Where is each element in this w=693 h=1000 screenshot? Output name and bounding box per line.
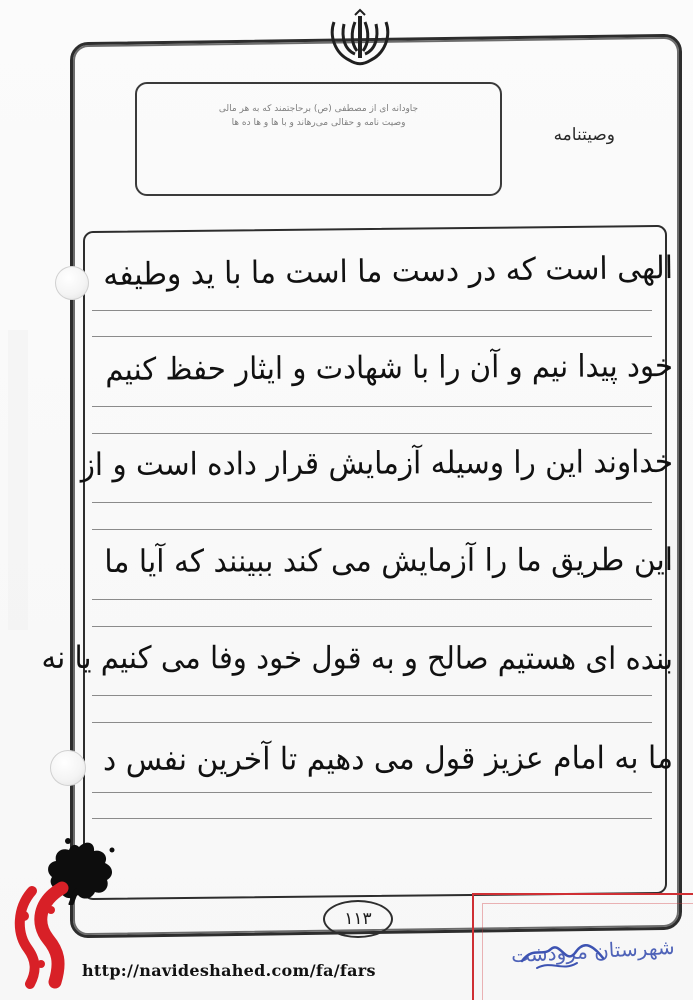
document-title: وصیتنامه [553,125,615,145]
header-fine-line-1: جاودانه ای از مصطفی (ص) برحاجتمند که به هر مالی [218,104,419,114]
letter-line-6: ما به امام عزیز قول می دهیم تا آخرین نفس د [102,740,674,778]
rule-line [92,792,652,793]
form-header-box [135,82,502,196]
rule-line [92,529,652,530]
letter-line-5: بنده ای هستیم صالح و به قول خود وفا می کنیم یا نه [41,639,674,677]
punch-hole-top [55,266,89,300]
rule-line [92,336,652,337]
rule-line [92,626,652,627]
rule-line [92,502,652,503]
page-number-text: ۱۱۳ [344,909,372,929]
rule-line [92,310,652,311]
source-url-link[interactable]: http://navideshahed.com/fa/fars [82,961,376,980]
letter-line-1: الهی است که در دست ما است ما با ید وطیفه [103,250,674,293]
official-stamp [472,893,693,1000]
scan-smudge-left [8,330,28,630]
rule-line [92,818,652,819]
header-fine-line-2: وصیت نامه و حقالی می‌رهاند و با ها و ها ده ها [231,118,406,128]
stamp-text: شهرستان مرودشت [510,934,676,968]
rule-line [92,406,652,407]
page-number-badge [323,900,393,938]
rule-line [92,695,652,696]
rule-line [92,599,652,600]
rule-line [92,433,652,434]
iran-emblem-icon [327,8,393,68]
header-fine-print [157,102,480,130]
punch-hole-bottom [50,750,86,786]
navideshahed-logo-icon [4,880,78,990]
letter-line-4: این طریق ما را آزمایش می کند ببینند که آیا ما [104,542,674,580]
letter-line-2: خود پیدا نیم و آن را با شهادت و ایثار حفظ کنیم [105,348,674,388]
rule-line [92,722,652,723]
letter-line-3: خداوند این را وسیله آزمایش قرار داده است و از [80,444,674,484]
